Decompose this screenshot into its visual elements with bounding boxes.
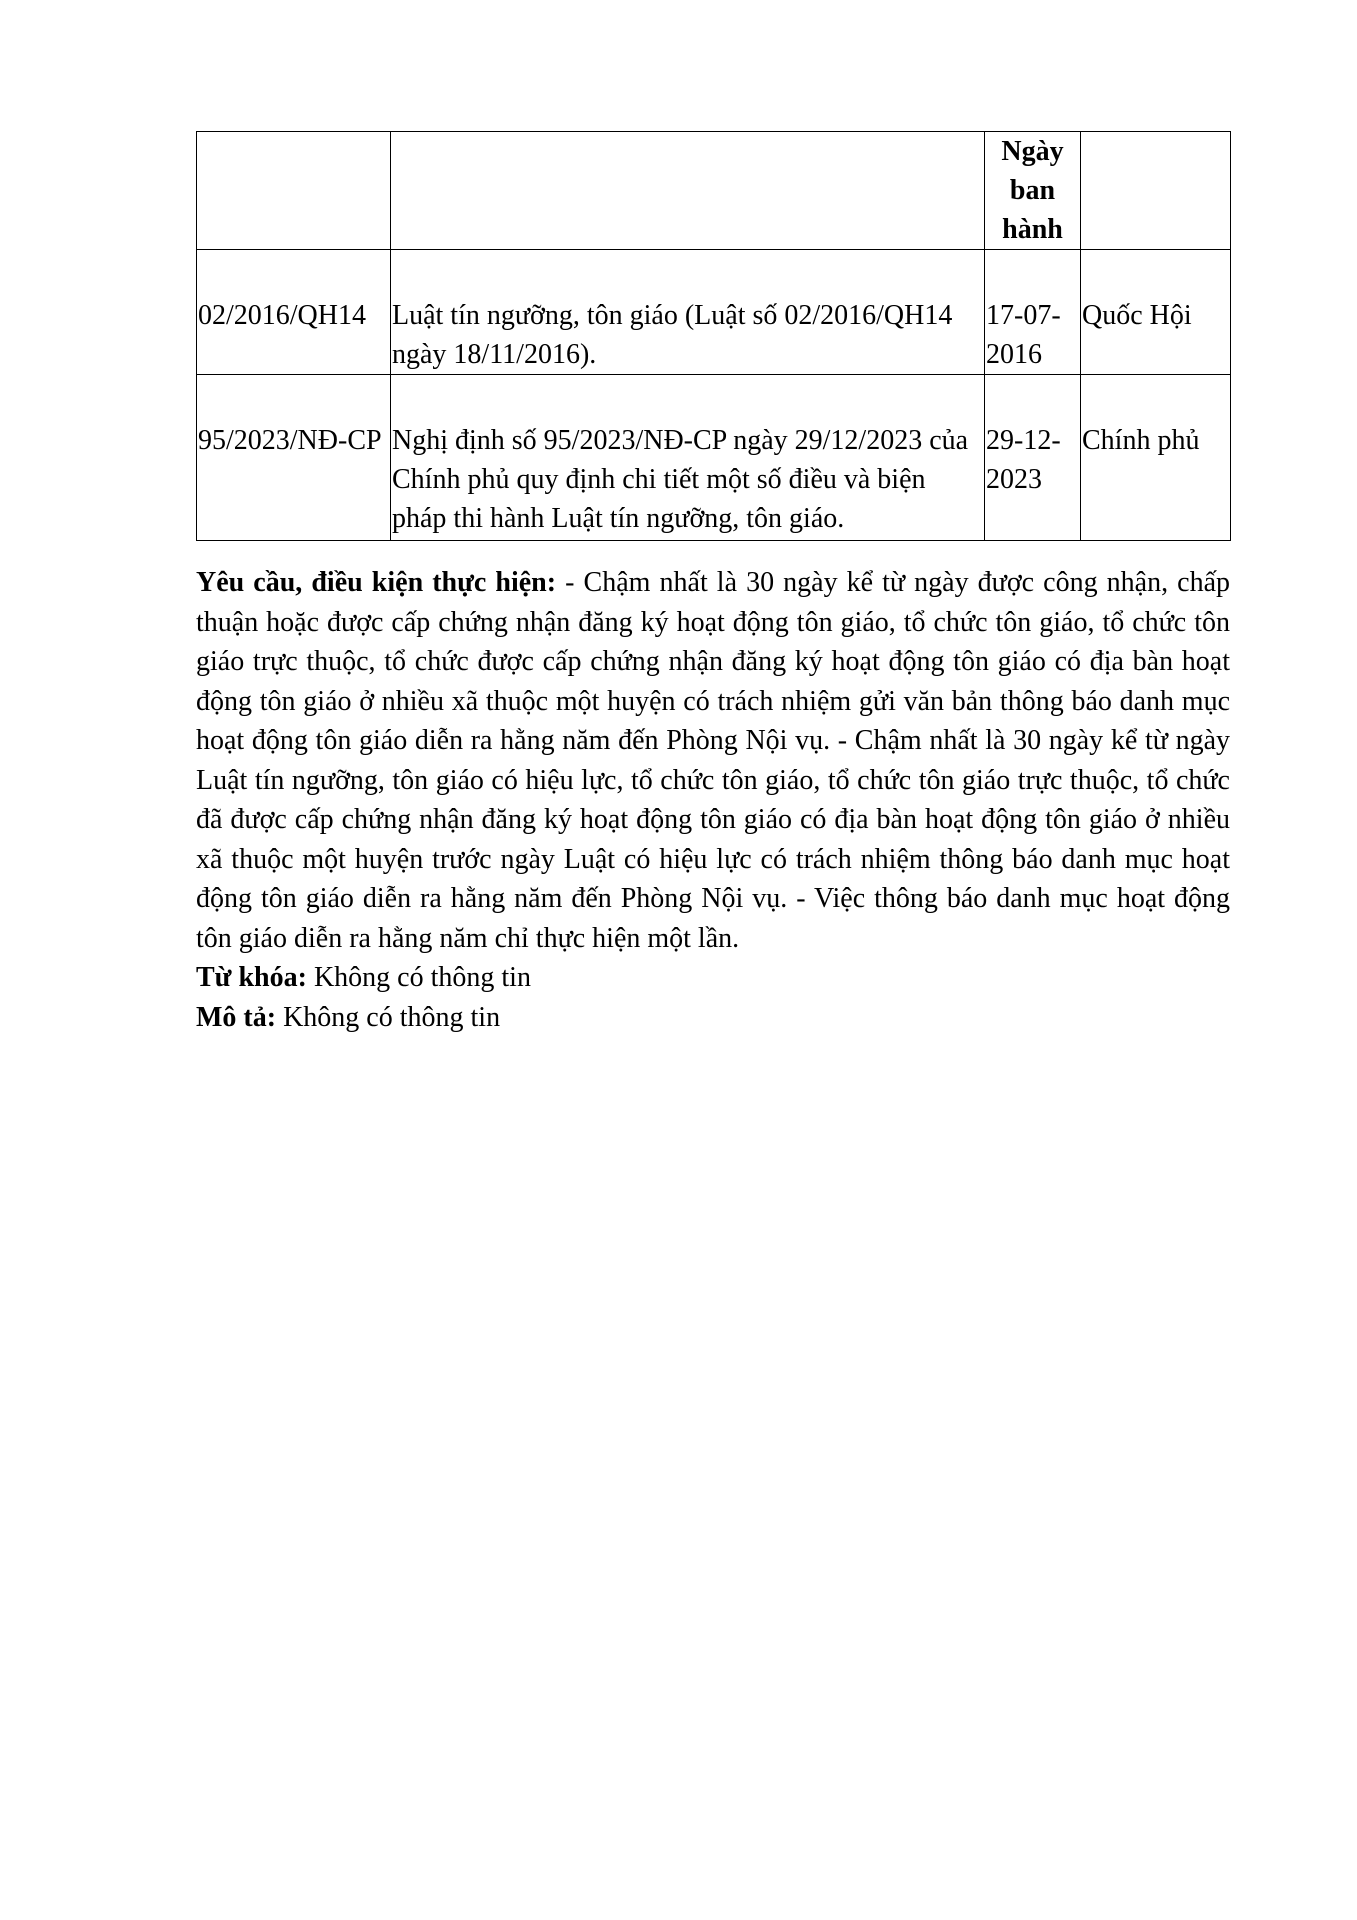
requirements-text: - Chậm nhất là 30 ngày kể từ ngày được công nhận, chấp thuận hoặc được cấp chứng nhận đăng ký hoạt động tôn giáo, tổ chức tôn giáo, tổ chức tôn giáo trực thuộc, tổ chức được cấp chứng nhận đăng ký hoạt động tôn giáo có địa bàn hoạt động tôn giáo ở nhiều xã thuộc một huyện có trách nhiệm gửi văn bản thông báo danh mục hoạt động tôn giáo diễn ra hằng năm đến Phòng Nội vụ. - Chậm nhất là 30 ngày kể từ ngày Luật tín ngưỡng, tôn giáo có hiệu lực, tổ chức tôn giáo, tổ chức tôn giáo trực thuộc, tổ chức đã được cấp chứng nhận đăng ký hoạt động tôn giáo có địa bàn hoạt động tôn giáo ở nhiều xã thuộc một huyện trước ngày Luật có hiệu lực có trách nhiệm thông báo danh mục hoạt động tôn giáo diễn ra hằng năm đến Phòng Nội vụ. - Việc thông báo danh mục hoạt động tôn giáo diễn ra hằng năm chỉ thực hiện một lần. xyxy=(196,567,1230,954)
cell-issuer: Chính phủ xyxy=(1081,375,1231,541)
procedure-details xyxy=(196,563,1230,1037)
document-page xyxy=(196,131,1230,1037)
cell-date: 29-12-2023 xyxy=(985,375,1081,541)
header-cell-title xyxy=(391,132,985,250)
keywords-text: Không có thông tin xyxy=(306,962,531,993)
cell-code: 02/2016/QH14 xyxy=(197,250,391,375)
header-cell-code xyxy=(197,132,391,250)
header-cell-date: Ngày ban hành xyxy=(985,132,1081,250)
cell-title: Luật tín ngưỡng, tôn giáo (Luật số 02/2016/QH14 ngày 18/11/2016). xyxy=(391,250,985,375)
cell-issuer: Quốc Hội xyxy=(1081,250,1231,375)
header-cell-issuer xyxy=(1081,132,1231,250)
description-paragraph xyxy=(196,998,1230,1038)
table-row xyxy=(197,375,1231,541)
legal-basis-table xyxy=(196,131,1231,541)
cell-date: 17-07-2016 xyxy=(985,250,1081,375)
cell-title: Nghị định số 95/2023/NĐ-CP ngày 29/12/2023 của Chính phủ quy định chi tiết một số điều và biện pháp thi hành Luật tín ngưỡng, tôn giáo. xyxy=(391,375,985,541)
description-text: Không có thông tin xyxy=(276,1001,501,1033)
description-label: Mô tả: xyxy=(196,1001,277,1033)
keywords-paragraph xyxy=(196,958,1230,998)
keywords-label: Từ khóa: xyxy=(196,962,307,993)
cell-code: 95/2023/NĐ-CP xyxy=(197,375,391,541)
requirements-label: Yêu cầu, điều kiện thực hiện: xyxy=(196,567,557,598)
table-header-row xyxy=(197,132,1231,250)
requirements-paragraph xyxy=(196,563,1230,958)
table-row xyxy=(197,250,1231,375)
